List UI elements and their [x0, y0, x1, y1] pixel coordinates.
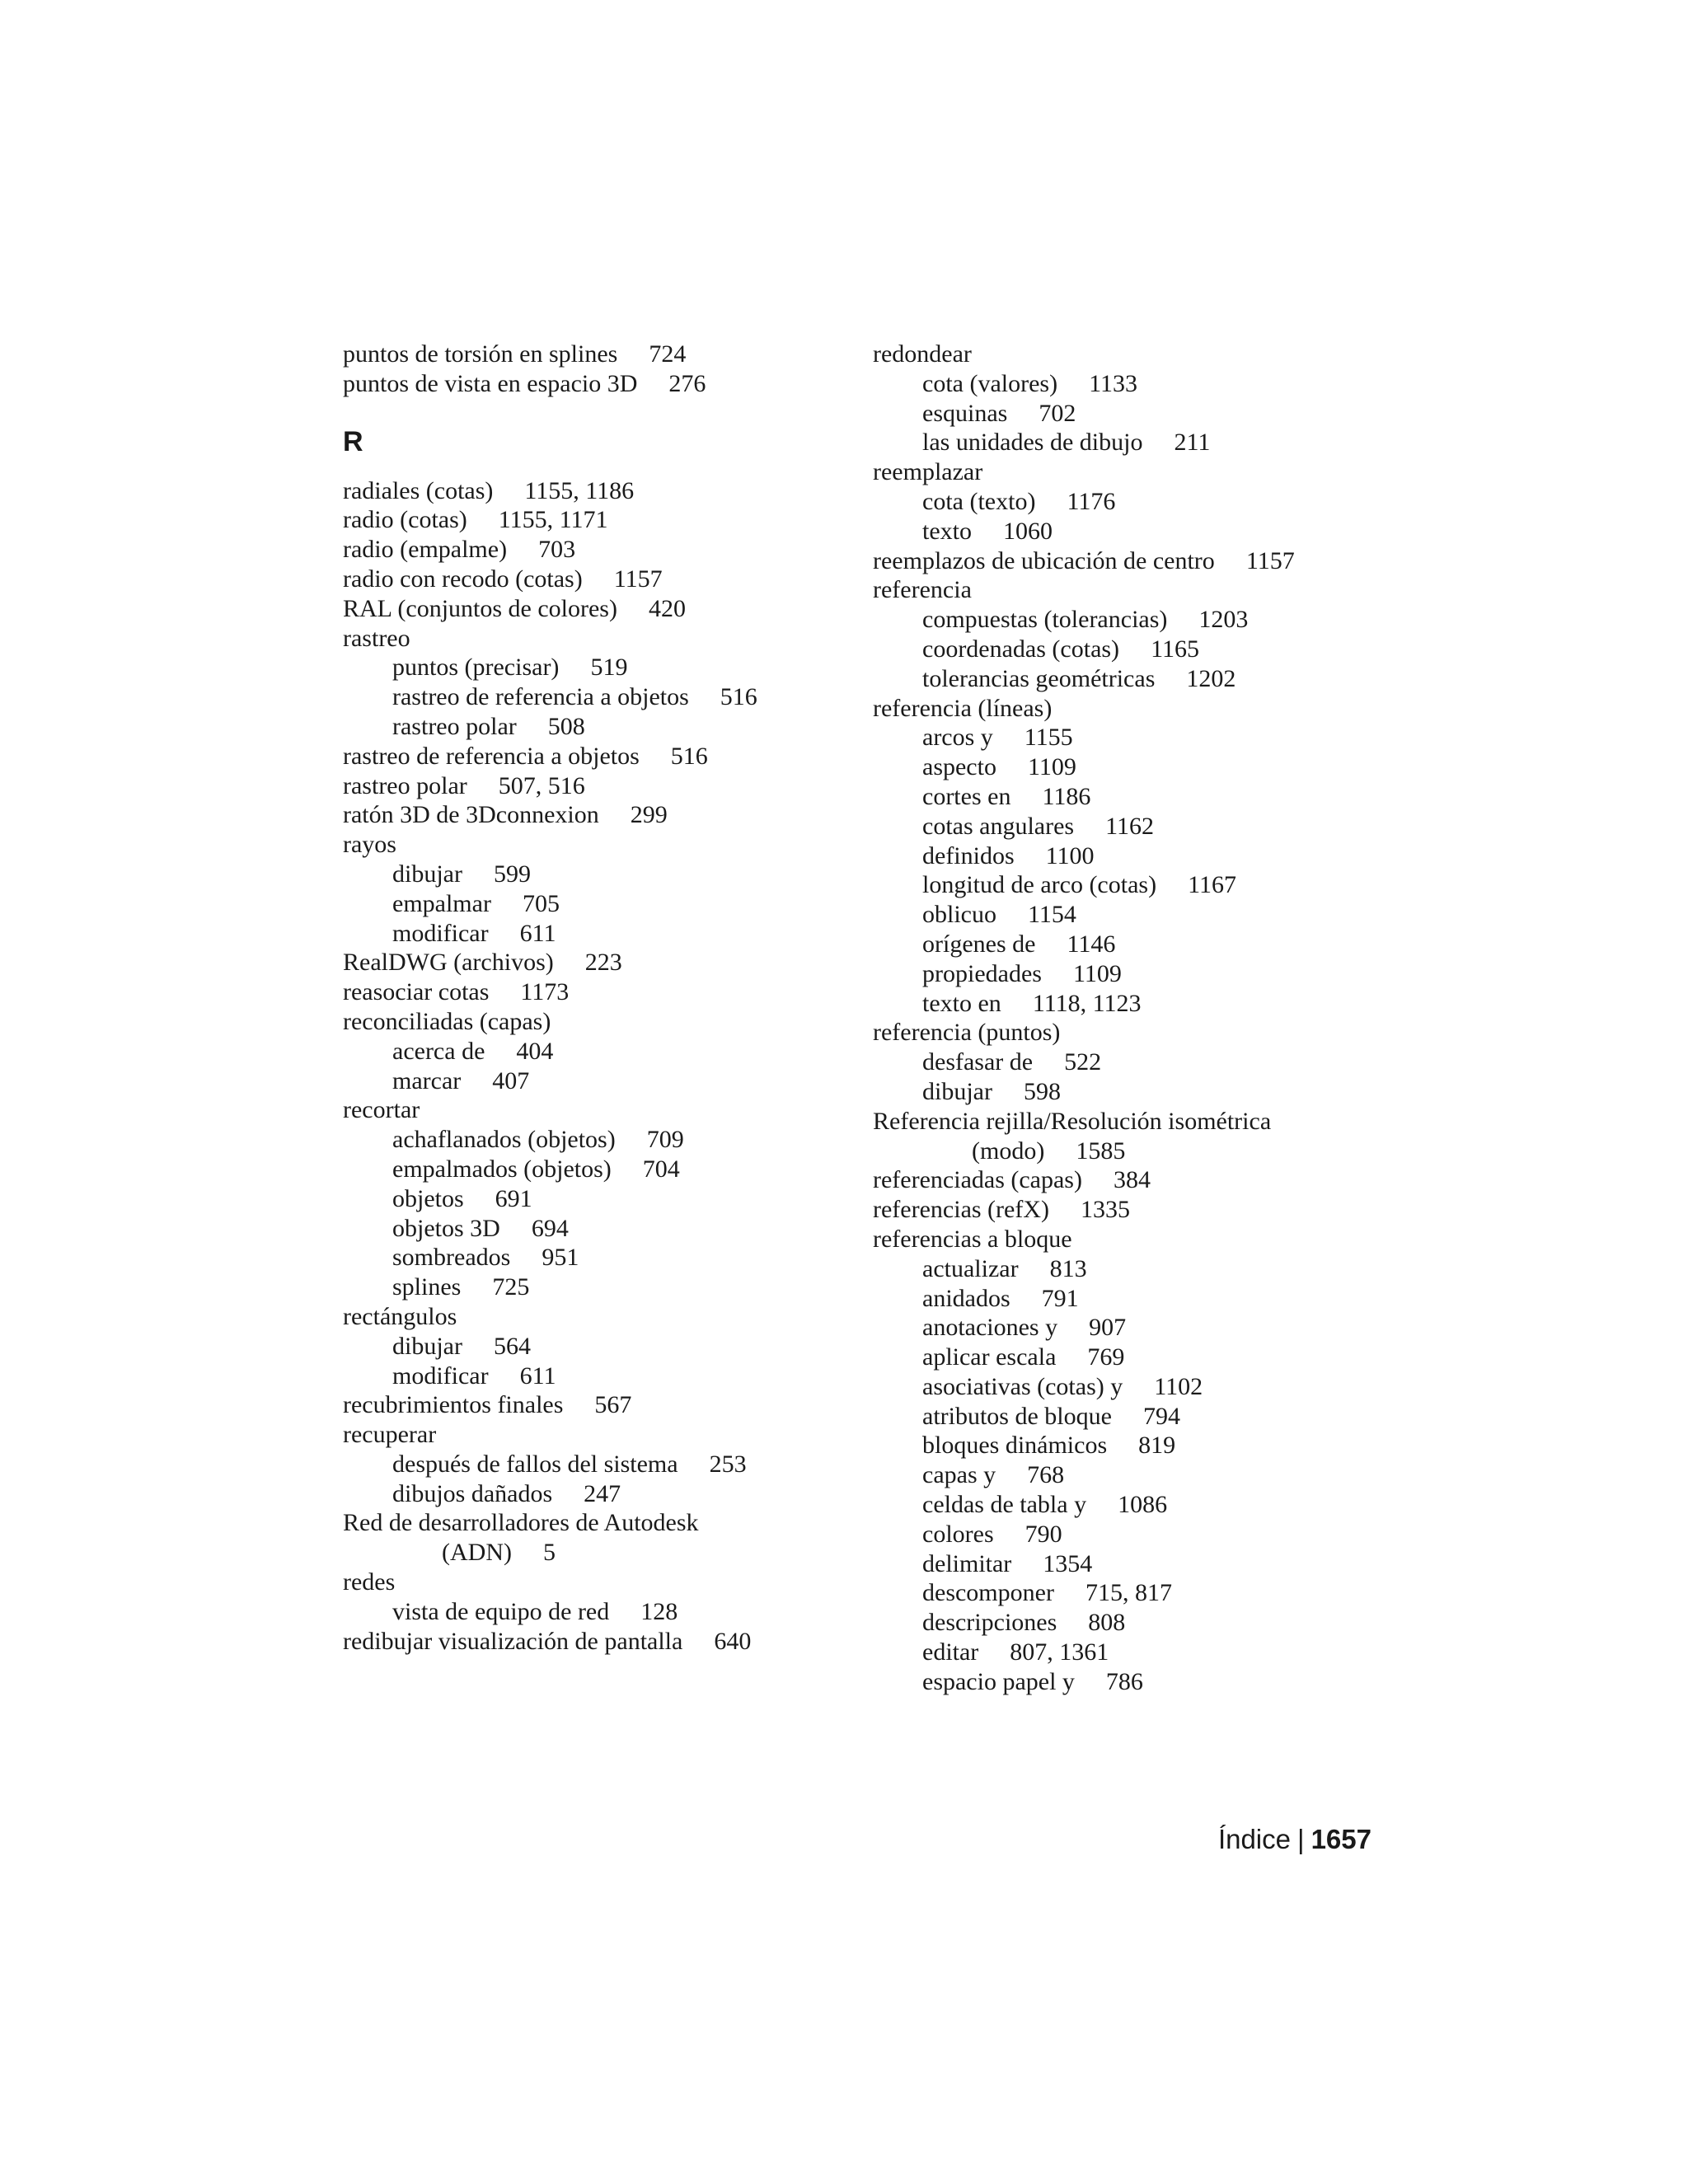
entry-page-refs: 813 — [1049, 1254, 1087, 1282]
index-entry — [873, 340, 1400, 369]
index-entries-right — [873, 340, 1400, 1697]
index-subentry — [343, 1243, 837, 1272]
entry-page-refs: 1133 — [1089, 369, 1137, 397]
entry-term: rastreo polar — [343, 771, 467, 799]
entry-page-refs: 1060 — [1003, 517, 1053, 545]
index-entry — [343, 505, 837, 535]
entry-page-refs: 384 — [1113, 1166, 1151, 1194]
entry-term: cortes en — [922, 782, 1011, 810]
entry-page-refs: 519 — [590, 654, 628, 682]
entry-page-refs: 1109 — [1072, 959, 1122, 987]
entry-term: puntos (precisar) — [392, 654, 560, 682]
entry-page-refs: 1157 — [613, 565, 663, 593]
entry-page-refs: 715, 817 — [1085, 1579, 1172, 1607]
index-subentry — [343, 1037, 837, 1066]
index-subentry — [873, 605, 1400, 635]
index-column-right — [873, 340, 1400, 1697]
index-subentry — [873, 841, 1400, 871]
entry-term: delimitar — [922, 1549, 1012, 1577]
entry-term: rastreo — [343, 624, 410, 652]
entry-page-refs: 791 — [1041, 1284, 1079, 1312]
entry-page-refs: 951 — [542, 1244, 579, 1272]
index-subentry — [873, 517, 1400, 546]
index-subentry — [873, 782, 1400, 812]
index-entry — [343, 340, 837, 369]
entry-page-refs: 1155, 1186 — [524, 476, 635, 504]
index-entry — [343, 565, 837, 594]
entry-page-refs: 128 — [640, 1597, 678, 1625]
entry-page-refs: 705 — [522, 889, 560, 917]
entry-term: actualizar — [922, 1254, 1019, 1282]
entry-term: celdas de tabla y — [922, 1491, 1087, 1519]
entry-page-refs: 1154 — [1028, 901, 1076, 929]
index-subentry — [873, 870, 1400, 900]
index-subentry — [873, 989, 1400, 1019]
entry-page-refs: 1167 — [1188, 871, 1236, 899]
entry-page-refs: 247 — [584, 1479, 621, 1507]
entry-page-refs: 611 — [519, 919, 556, 947]
entry-page-refs: 1155, 1171 — [498, 506, 608, 534]
entry-term: redes — [343, 1568, 396, 1596]
footer-label: Índice — [1217, 1824, 1291, 1854]
entry-term: dibujos dañados — [392, 1479, 553, 1507]
index-entry — [873, 546, 1400, 576]
index-entry — [873, 575, 1400, 605]
entry-term: referencia (líneas) — [873, 694, 1053, 722]
index-entry — [873, 1225, 1400, 1254]
index-entry-continuation — [873, 1137, 1400, 1166]
section-letter: R — [343, 425, 363, 457]
entry-page-refs: 1118, 1123 — [1032, 989, 1142, 1017]
index-subentry — [873, 1490, 1400, 1520]
entry-page-refs: 703 — [538, 536, 576, 564]
index-subentry — [873, 1460, 1400, 1490]
entry-term: anidados — [922, 1284, 1010, 1312]
entry-term: asociativas (cotas) y — [922, 1372, 1123, 1400]
entry-page-refs: 1354 — [1043, 1549, 1093, 1577]
entry-term: longitud de arco (cotas) — [922, 871, 1157, 899]
index-subentry — [873, 1284, 1400, 1314]
index-subentry — [343, 889, 837, 919]
entry-term: texto en — [922, 989, 1001, 1017]
entry-term: aplicar escala — [922, 1343, 1057, 1371]
entry-term: descomponer — [922, 1579, 1054, 1607]
entry-term: capas y — [922, 1461, 996, 1489]
index-subentry — [343, 1272, 837, 1302]
index-subentry — [873, 1549, 1400, 1579]
index-subentry — [873, 930, 1400, 959]
entry-page-refs: 611 — [519, 1361, 556, 1390]
index-subentry — [873, 959, 1400, 989]
entry-term: referenciadas (capas) — [873, 1166, 1082, 1194]
page-number: 1657 — [1311, 1824, 1372, 1854]
entry-page-refs: 1157 — [1245, 546, 1295, 574]
entry-term: (modo) — [972, 1137, 1045, 1165]
entry-term: marcar — [392, 1066, 462, 1094]
entry-page-refs: 794 — [1142, 1402, 1180, 1430]
entry-term: vista de equipo de red — [392, 1597, 610, 1625]
entry-page-refs: 724 — [649, 340, 687, 368]
entry-term: dibujar — [922, 1077, 992, 1105]
entry-page-refs: 819 — [1138, 1432, 1176, 1460]
entry-term: arcos y — [922, 724, 993, 752]
index-subentry — [873, 1638, 1400, 1667]
entry-term: empalmar — [392, 889, 491, 917]
index-entry — [343, 1390, 837, 1420]
entry-page-refs: 704 — [642, 1155, 680, 1183]
entry-term: rayos — [343, 831, 396, 859]
index-subentry — [873, 635, 1400, 664]
index-subentry — [343, 860, 837, 889]
entry-page-refs: 1203 — [1198, 606, 1249, 634]
index-subentry — [873, 428, 1400, 457]
entry-term: Red de desarrolladores de Autodesk — [343, 1509, 699, 1537]
entry-term: descripciones — [922, 1609, 1057, 1637]
index-subentry — [873, 1372, 1400, 1402]
index-entry — [873, 1107, 1400, 1137]
entry-term: splines — [392, 1273, 462, 1301]
entry-term: objetos — [392, 1184, 464, 1212]
entry-page-refs: 1173 — [520, 978, 570, 1006]
entry-term: dibujar — [392, 860, 462, 888]
index-column-left — [343, 340, 837, 1656]
entry-term: reconciliadas (capas) — [343, 1007, 551, 1035]
index-entry — [343, 830, 837, 860]
entry-term: empalmados (objetos) — [392, 1155, 612, 1183]
index-entry — [343, 977, 837, 1007]
index-entry — [343, 771, 837, 801]
index-subentry — [873, 664, 1400, 694]
index-subentry — [873, 900, 1400, 930]
entry-page-refs: 769 — [1087, 1343, 1125, 1371]
entry-page-refs: 1202 — [1186, 664, 1236, 692]
entry-page-refs: 709 — [646, 1126, 684, 1154]
entry-term: definidos — [922, 841, 1015, 869]
entry-term: rastreo de referencia a objetos — [392, 683, 689, 711]
entry-term: radio con recodo (cotas) — [343, 565, 583, 593]
entry-page-refs: 1146 — [1067, 930, 1116, 958]
index-entry — [343, 1007, 837, 1037]
entry-term: redibujar visualización de pantalla — [343, 1627, 683, 1655]
entry-page-refs: 508 — [547, 712, 585, 740]
entry-term: recuperar — [343, 1421, 437, 1449]
entry-term: cotas angulares — [922, 812, 1075, 840]
entry-term: referencia — [873, 576, 972, 604]
index-subentry — [873, 369, 1400, 399]
entry-page-refs: 1162 — [1105, 812, 1154, 840]
entry-page-refs: 223 — [584, 949, 622, 977]
entry-page-refs: 1165 — [1151, 635, 1199, 663]
index-entry — [343, 1627, 837, 1657]
index-subentry — [873, 1578, 1400, 1608]
index-subentry — [343, 1332, 837, 1361]
entry-page-refs: 253 — [709, 1450, 747, 1478]
index-entry — [343, 476, 837, 506]
index-entry — [343, 535, 837, 565]
index-subentry — [343, 1155, 837, 1184]
index-entry — [343, 1508, 837, 1538]
entry-page-refs: 725 — [492, 1273, 530, 1301]
entry-page-refs: 516 — [670, 742, 708, 770]
index-subentry — [343, 919, 837, 949]
index-entry — [343, 1420, 837, 1450]
index-subentry — [873, 1608, 1400, 1638]
entry-page-refs: 599 — [493, 860, 531, 888]
entry-term: (ADN) — [442, 1539, 512, 1567]
entry-page-refs: 1109 — [1027, 753, 1076, 781]
index-subentry — [343, 1184, 837, 1214]
entry-term: puntos de torsión en splines — [343, 340, 618, 368]
entry-page-refs: 211 — [1174, 429, 1211, 457]
entry-term: reasociar cotas — [343, 978, 490, 1006]
entry-page-refs: 694 — [531, 1214, 569, 1242]
index-subentry — [873, 812, 1400, 841]
entry-page-refs: 1100 — [1045, 841, 1095, 869]
entry-term: achaflanados (objetos) — [392, 1126, 616, 1154]
entry-term: anotaciones y — [922, 1314, 1058, 1342]
index-subentry — [343, 1125, 837, 1155]
entry-term: bloques dinámicos — [922, 1432, 1108, 1460]
index-subentry — [343, 653, 837, 682]
entry-page-refs: 702 — [1039, 399, 1076, 427]
entry-page-refs: 516 — [720, 683, 757, 711]
entry-term: modificar — [392, 919, 489, 947]
entry-term: desfasar de — [922, 1048, 1034, 1076]
entry-term: editar — [922, 1638, 979, 1666]
entry-term: aspecto — [922, 753, 996, 781]
index-entry — [873, 1018, 1400, 1047]
index-subentry — [343, 1597, 837, 1627]
entry-page-refs: 1335 — [1081, 1196, 1130, 1224]
index-subentry — [873, 1077, 1400, 1107]
index-subentry — [343, 712, 837, 742]
index-subentry — [873, 1431, 1400, 1460]
index-entry — [343, 1302, 837, 1332]
entry-term: cota (valores) — [922, 369, 1058, 397]
entry-term: RealDWG (archivos) — [343, 949, 554, 977]
page-footer — [1218, 1823, 1372, 1856]
entry-page-refs: 1585 — [1076, 1137, 1126, 1165]
entry-term: acerca de — [392, 1037, 485, 1065]
index-subentry — [873, 752, 1400, 782]
entry-term: recubrimientos finales — [343, 1391, 564, 1419]
entry-page-refs: 5 — [542, 1539, 556, 1567]
entry-term: cota (texto) — [922, 487, 1036, 515]
index-subentry — [343, 682, 837, 712]
entry-page-refs: 567 — [594, 1391, 632, 1419]
index-subentry — [343, 1479, 837, 1509]
entry-term: referencias a bloque — [873, 1225, 1072, 1253]
entry-term: dibujar — [392, 1332, 462, 1360]
footer-separator: | — [1297, 1824, 1305, 1854]
entry-term: coordenadas (cotas) — [922, 635, 1120, 663]
entry-term: rastreo de referencia a objetos — [343, 742, 640, 770]
index-subentry — [873, 1343, 1400, 1372]
entry-page-refs: 1155 — [1024, 724, 1073, 752]
entry-term: radio (cotas) — [343, 506, 467, 534]
index-subentry — [873, 723, 1400, 752]
index-entry — [343, 948, 837, 977]
index-entry — [343, 594, 837, 624]
index-entry — [873, 694, 1400, 724]
entry-term: modificar — [392, 1361, 489, 1390]
entry-term: rectángulos — [343, 1302, 457, 1330]
index-entries-section-r — [343, 476, 837, 1657]
entry-page-refs: 507, 516 — [498, 771, 585, 799]
entry-page-refs: 1176 — [1067, 487, 1116, 515]
index-subentry — [343, 1066, 837, 1096]
entry-page-refs: 598 — [1023, 1077, 1061, 1105]
entry-term: sombreados — [392, 1244, 511, 1272]
entry-term: radiales (cotas) — [343, 476, 494, 504]
index-entry — [343, 1095, 837, 1125]
entry-page-refs: 768 — [1027, 1461, 1065, 1489]
entry-page-refs: 907 — [1089, 1314, 1127, 1342]
index-subentry — [873, 1667, 1400, 1697]
entry-page-refs: 1086 — [1118, 1491, 1168, 1519]
index-entry — [873, 1195, 1400, 1225]
index-entry — [343, 742, 837, 771]
entry-page-refs: 407 — [492, 1066, 530, 1094]
index-subentry — [873, 1313, 1400, 1343]
index-entry — [343, 800, 837, 830]
index-entry — [873, 1165, 1400, 1195]
index-entry — [343, 369, 837, 399]
entry-term: propiedades — [922, 959, 1042, 987]
entry-page-refs: 1102 — [1154, 1372, 1203, 1400]
entry-term: rastreo polar — [392, 712, 517, 740]
index-subentry — [343, 1214, 837, 1244]
entry-page-refs: 807, 1361 — [1010, 1638, 1109, 1666]
index-subentry — [873, 487, 1400, 517]
entry-term: reemplazos de ubicación de centro — [873, 546, 1215, 574]
entry-page-refs: 404 — [516, 1037, 554, 1065]
index-subentry — [873, 1402, 1400, 1432]
entry-term: ratón 3D de 3Dconnexion — [343, 801, 599, 829]
entry-term: después de fallos del sistema — [392, 1450, 678, 1478]
index-entry-continuation — [343, 1538, 837, 1568]
entry-term: oblicuo — [922, 901, 996, 929]
entry-term: referencia (puntos) — [873, 1019, 1061, 1047]
entry-page-refs: 786 — [1105, 1667, 1143, 1695]
entry-term: orígenes de — [922, 930, 1036, 958]
entry-page-refs: 808 — [1088, 1609, 1126, 1637]
entry-term: texto — [922, 517, 972, 545]
entry-term: tolerancias geométricas — [922, 664, 1156, 692]
index-entry — [343, 624, 837, 654]
index-entries-continued — [343, 340, 837, 399]
index-entry — [873, 457, 1400, 487]
index-subentry — [343, 1361, 837, 1391]
entry-term: compuestas (tolerancias) — [922, 606, 1168, 634]
entry-term: objetos 3D — [392, 1214, 500, 1242]
entry-page-refs: 691 — [495, 1184, 532, 1212]
entry-term: redondear — [873, 340, 972, 368]
index-entry — [343, 1568, 837, 1597]
entry-term: colores — [922, 1520, 994, 1548]
entry-page-refs: 299 — [630, 801, 668, 829]
index-subentry — [873, 1254, 1400, 1284]
entry-page-refs: 790 — [1025, 1520, 1062, 1548]
entry-term: reemplazar — [873, 458, 983, 486]
entry-page-refs: 1186 — [1042, 782, 1091, 810]
index-subentry — [873, 1047, 1400, 1077]
entry-page-refs: 276 — [668, 369, 706, 397]
entry-term: RAL (conjuntos de colores) — [343, 594, 617, 622]
entry-term: esquinas — [922, 399, 1008, 427]
entry-term: espacio papel y — [922, 1667, 1075, 1695]
entry-page-refs: 564 — [493, 1332, 531, 1360]
entry-term: las unidades de dibujo — [922, 429, 1143, 457]
entry-page-refs: 522 — [1064, 1048, 1102, 1076]
entry-page-refs: 420 — [648, 594, 686, 622]
entry-term: puntos de vista en espacio 3D — [343, 369, 638, 397]
index-subentry — [873, 1520, 1400, 1549]
index-subentry — [343, 1450, 837, 1479]
entry-term: atributos de bloque — [922, 1402, 1112, 1430]
entry-term: referencias (refX) — [873, 1196, 1049, 1224]
entry-term: Referencia rejilla/Resolución isométrica — [873, 1107, 1272, 1135]
entry-page-refs: 640 — [714, 1627, 752, 1655]
entry-term: radio (empalme) — [343, 536, 508, 564]
index-subentry — [873, 399, 1400, 429]
entry-term: recortar — [343, 1096, 420, 1124]
